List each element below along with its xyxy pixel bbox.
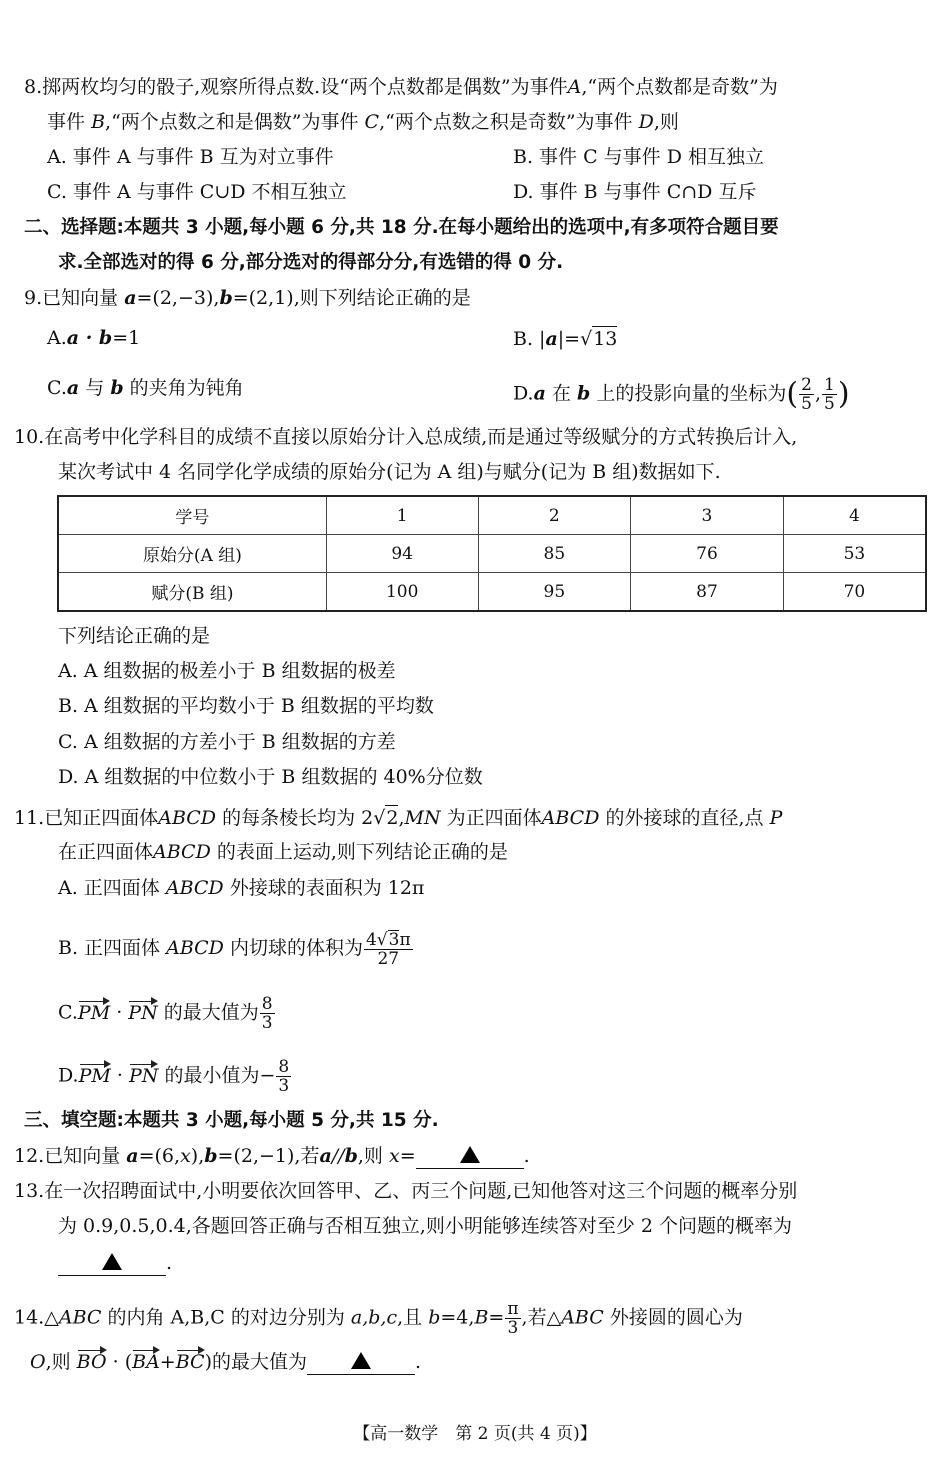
fraction: $\frac{8}{3}$ — [278, 1057, 290, 1096]
q14-number: 14. — [14, 1306, 45, 1329]
q11-stem-line2: 在正四面体ABCD 的表面上运动,则下列结论正确的是 — [58, 841, 508, 863]
q9-option-d: D.a 在 b 上的投影向量的坐标为( $\frac{2}{5}$ , $\frac{1}{5}$ ) — [513, 375, 850, 414]
q10-stem-line1: 10.在高考中化学科目的成绩不直接以原始分计入总成绩,而是通过等级赋分的方式转换后计入, — [14, 426, 798, 448]
fraction: $\frac{\pi}{3}$ — [507, 1299, 519, 1338]
section-3-heading: 三、填空题:本题共 3 小题,每小题 5 分,共 15 分. — [24, 1110, 439, 1131]
answer-marker-icon — [460, 1146, 480, 1163]
q10-prompt: 下列结论正确的是 — [58, 625, 211, 647]
vector-arrow: PN — [129, 1064, 159, 1087]
q9-option-c: C.a 与 b 的夹角为钝角 — [47, 377, 244, 399]
q8-stem-line1: 8.掷两枚均匀的骰子,观察所得点数.设“两个点数都是偶数”为事件A,“两个点数都是奇数”为 — [24, 76, 778, 98]
vector-arrow: BO — [76, 1351, 107, 1373]
q12-number: 12. — [14, 1145, 45, 1167]
score-table — [57, 495, 927, 612]
q10-stem-line2: 某次考试中 4 名同学化学成绩的原始分(记为 A 组)与赋分(记为 B 组)数据如下. — [58, 461, 721, 483]
q11-option-d: D.PM · PN 的最小值为− $\frac{8}{3}$ — [58, 1057, 290, 1096]
answer-marker-icon — [102, 1253, 122, 1270]
q10-number: 10. — [14, 426, 45, 448]
answer-blank[interactable] — [307, 1350, 415, 1375]
vector-arrow: BA — [132, 1351, 160, 1373]
vector-arrow: PM — [77, 1001, 111, 1024]
q9-option-a: A.a · b=1 — [47, 327, 141, 349]
vector-arrow: BC — [175, 1351, 205, 1373]
q8-stem-line2: 事件 B,“两个点数之和是偶数”为事件 C,“两个点数之积是奇数”为事件 D,则 — [47, 111, 679, 133]
vector-arrow: PN — [128, 1001, 158, 1024]
q14-stem-line1: 14.△ABC 的内角 A,B,C 的对边分别为 a,b,c,且 b=4,B= $\frac{\pi}{3}$ ,若△ABC 外接圆的圆心为 — [14, 1299, 743, 1338]
answer-blank[interactable] — [58, 1251, 166, 1276]
q10-option-a: A. A 组数据的极差小于 B 组数据的极差 — [58, 660, 396, 682]
answer-blank[interactable] — [416, 1144, 524, 1169]
q10-option-c: C. A 组数据的方差小于 B 组数据的方差 — [58, 731, 396, 753]
q8-option-c: C. 事件 A 与事件 C∪D 不相互独立 — [47, 181, 347, 203]
page-footer: 【高一数学 第 2 页(共 4 页)】 — [353, 1424, 597, 1444]
table-header-row: 学号 1 2 3 4 — [58, 496, 926, 535]
q10-option-d: D. A 组数据的中位数小于 B 组数据的 40%分位数 — [58, 766, 483, 788]
q12-stem: 12.已知向量 a=(6,x),b=(2,−1),若a//b,则 x= . — [14, 1145, 530, 1167]
q11-stem-line1: 11.已知正四面体ABCD 的每条棱长均为 2√2,MN 为正四面体ABCD 的外接球的直径,点 P — [14, 807, 783, 829]
fraction: $\frac{1}{5}$ — [823, 375, 835, 414]
table-row: 赋分(B 组) 100 95 87 70 — [58, 573, 926, 612]
q13-stem-line1: 13.在一次招聘面试中,小明要依次回答甲、乙、丙三个问题,已知他答对这三个问题的概率分别 — [14, 1180, 798, 1202]
q11-option-c: C.PM · PN 的最大值为 $\frac{8}{3}$ — [58, 994, 273, 1033]
q11-option-b: B. 正四面体 ABCD 内切球的体积为 $\frac{4√3\pi}{27}$ — [58, 930, 411, 969]
table-row: 原始分(A 组) 94 85 76 53 — [58, 535, 926, 573]
fraction: $\frac{2}{5}$ — [801, 375, 812, 414]
q13-number: 13. — [14, 1180, 45, 1202]
section-2-heading-cont: 求.全部选对的得 6 分,部分选对的得部分分,有选错的得 0 分. — [58, 252, 564, 273]
q11-option-a: A. 正四面体 ABCD 外接球的表面积为 12π — [58, 877, 425, 899]
q13-stem-line2: 为 0.9,0.5,0.4,各题回答正确与否相互独立,则小明能够连续答对至少 2 个问题的概率为 — [58, 1215, 793, 1237]
q8-number: 8. — [24, 76, 43, 98]
vector-arrow: PM — [78, 1064, 111, 1087]
q10-option-b: B. A 组数据的平均数小于 B 组数据的平均数 — [58, 695, 434, 717]
fraction: $\frac{4√3\pi}{27}$ — [365, 930, 411, 969]
q9-option-b: B. |a|=√13 — [513, 328, 618, 350]
q14-stem-line2: O,则 BO · (BA+BC)的最大值为 . — [30, 1351, 422, 1373]
q8-option-d: D. 事件 B 与事件 C∩D 互斥 — [513, 181, 757, 203]
fraction: $\frac{8}{3}$ — [261, 994, 273, 1033]
q13-answer: . — [58, 1251, 172, 1276]
answer-marker-icon — [351, 1352, 371, 1369]
q9-stem: 9.已知向量 a=(2,−3),b=(2,1),则下列结论正确的是 — [24, 287, 471, 309]
q8-option-a: A. 事件 A 与事件 B 互为对立事件 — [47, 146, 334, 168]
q11-number: 11. — [14, 807, 45, 829]
section-2-heading: 二、选择题:本题共 3 小题,每小题 6 分,共 18 分.在每小题给出的选项中,有多项符合题目要 — [24, 217, 779, 238]
q8-option-b: B. 事件 C 与事件 D 相互独立 — [513, 146, 764, 168]
q9-number: 9. — [24, 287, 43, 309]
